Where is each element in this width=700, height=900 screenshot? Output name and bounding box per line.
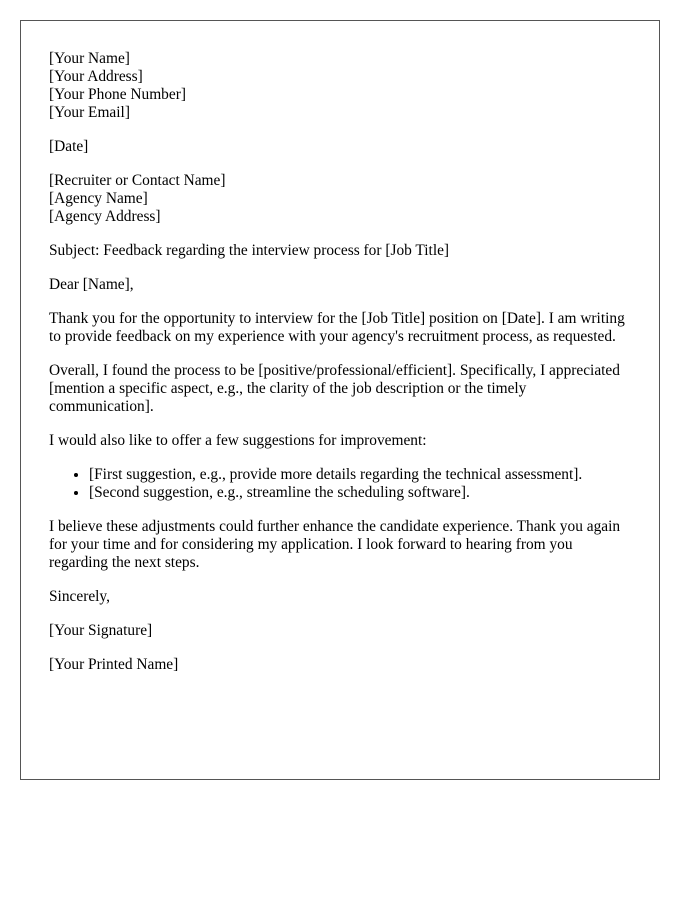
suggestion-item: • [Second suggestion, e.g., streamline the scheduling software].: [89, 484, 631, 502]
recipient-agency: [Agency Name]: [49, 190, 148, 207]
letter-date: [Date]: [49, 138, 89, 155]
body-paragraph-4: I believe these adjustments could further enhance the candidate experience. Thank you again for your time and for considering my application. I look forward to hearing from you regarding the next steps.: [49, 518, 621, 571]
sender-address: [Your Address]: [49, 68, 143, 85]
recipient-name: [Recruiter or Contact Name]: [49, 172, 226, 189]
recipient-block: [49, 172, 631, 226]
suggestion-list: [49, 466, 631, 502]
sender-block: [49, 50, 631, 122]
sender-phone: [Your Phone Number]: [49, 86, 186, 103]
letter-salutation: Dear [Name],: [49, 276, 134, 293]
printed-name-line: [Your Printed Name]: [49, 656, 179, 673]
body-paragraph-2: Overall, I found the process to be [positive/professional/efficient]. Specifically, I appreciated [mention a specific aspect, e.g., the clarity of the job description or the timely communication].: [49, 362, 620, 415]
sender-name: [Your Name]: [49, 50, 130, 67]
date-block: [49, 138, 631, 156]
letter-subject: Subject: Feedback regarding the interview process for [Job Title]: [49, 242, 450, 259]
body-paragraph-3: I would also like to offer a few suggestions for improvement:: [49, 432, 427, 449]
letter-page: [20, 20, 660, 780]
suggestion-item: • [First suggestion, e.g., provide more details regarding the technical assessment].: [89, 466, 631, 484]
body-paragraph-1: Thank you for the opportunity to interview for the [Job Title] position on [Date]. I am writing to provide feedback on my experience with your agency's recruitment process, as requested.: [49, 310, 625, 345]
signature-line: [Your Signature]: [49, 622, 153, 639]
sender-email: [Your Email]: [49, 104, 130, 121]
letter-closing: Sincerely,: [49, 588, 110, 605]
recipient-address: [Agency Address]: [49, 208, 161, 225]
